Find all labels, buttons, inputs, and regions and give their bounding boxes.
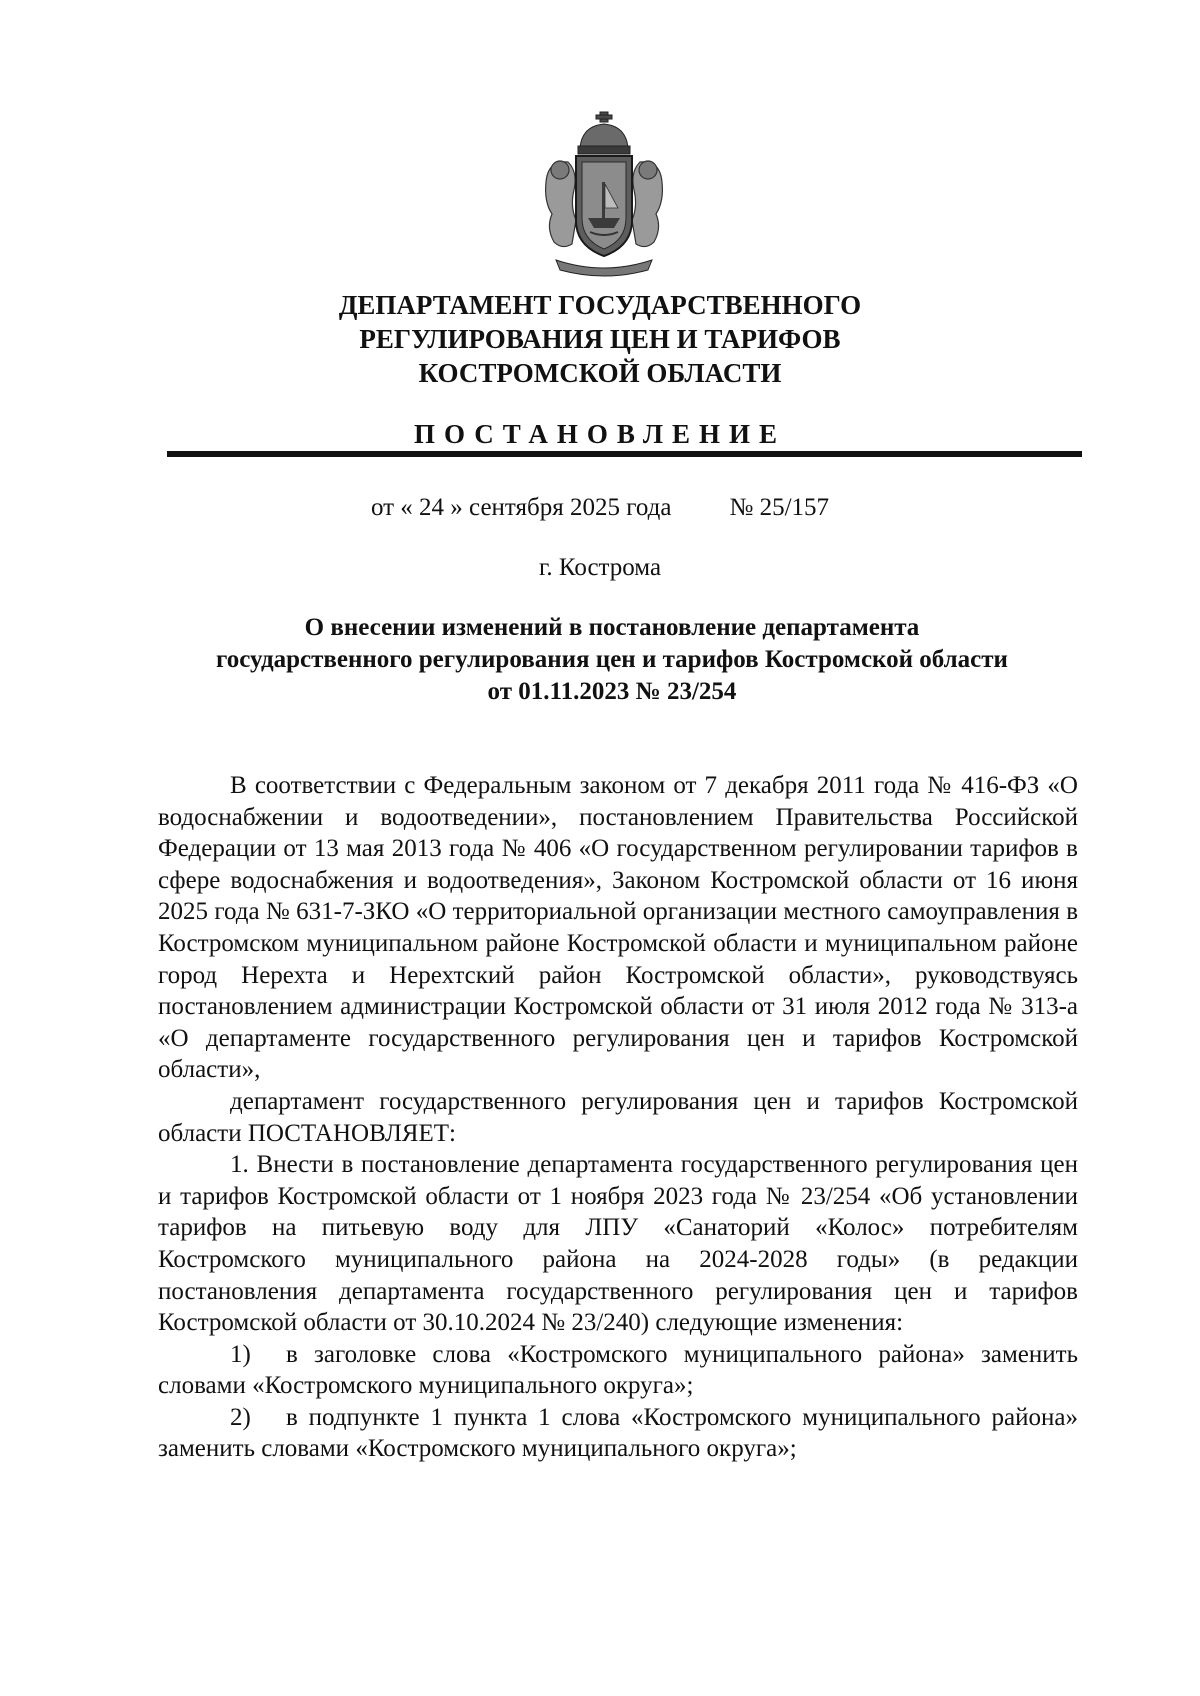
preamble-paragraph: В соответствии с Федеральным законом от 7 декабря 2011 года № 416-ФЗ «О водоснабжении и водоотведении», постановлением Правительства Российской Федерации от 13 мая 2013 года № 406 «О государственном регулировании тарифов в сфере водоснабжения и водоотведения», Законом Костромской области от 16 июня 2025 года № 631-7-ЗКО «О территориальной организации местного самоуправления в Костромском муниципальном районе Костромской области и муниципальном районе город Нерехта и Нерехтский район Костромской области», руководствуясь постановлением администрации Костромской области от 31 июля 2012 года № 313-а «О департаменте государственного регулирования цен и тарифов Костромской области», xyxy=(158,772,1078,1084)
subpoint-2-marker: 2) xyxy=(230,1403,251,1431)
subject-line-3: от 01.11.2023 № 23/254 xyxy=(487,678,737,705)
org-line-3: КОСТРОМСКОЙ ОБЛАСТИ xyxy=(418,358,782,388)
org-line-1: ДЕПАРТАМЕНТ ГОСУДАРСТВЕННОГО xyxy=(338,290,862,320)
subpoint-2-text: в подпункте 1 пункта 1 слова «Костромского муниципального района» заменить словами «Костромского муниципального округа»; xyxy=(158,1403,1078,1463)
document-city: г. Кострома xyxy=(538,554,662,581)
point-1-paragraph: 1. Внести в постановление департамента государственного регулирования цен и тарифов Костромской области от 1 ноября 2023 года № 23/254 «Об установлении тарифов на питьевую воду для ЛПУ «Санаторий «Колос» потребителям Костромского муниципального района на 2024-2028 годы» (в редакции постановления департамента государственного регулирования цен и тарифов Костромской области от 30.10.2024 № 23/240) следующие изменения: xyxy=(158,1151,1078,1337)
document-date: от « 24 » сентября 2025 года xyxy=(370,494,672,521)
coat-of-arms-icon xyxy=(538,110,670,278)
document-type: ПОСТАНОВЛЕНИЕ xyxy=(413,419,787,449)
header-divider xyxy=(167,451,1082,457)
document-subject xyxy=(150,612,1074,708)
date-number-line xyxy=(150,492,1050,524)
resolves-paragraph: департамент государственного регулирования цен и тарифов Костромской области ПОСТАНОВЛЯЕТ: xyxy=(158,1087,1078,1147)
subject-line-1: О внесении изменений в постановление департамента xyxy=(304,614,920,641)
subpoint-1-marker: 1) xyxy=(230,1340,251,1368)
organization-name xyxy=(150,288,1050,390)
subpoint-1 xyxy=(158,1339,1078,1402)
org-line-2: РЕГУЛИРОВАНИЯ ЦЕН И ТАРИФОВ xyxy=(359,324,841,354)
subpoint-2 xyxy=(158,1402,1078,1465)
subpoint-1-text: в заголовке слова «Костромского муниципального района» заменить словами «Костромского муниципального округа»; xyxy=(158,1340,1078,1400)
document-number: № 25/157 xyxy=(729,494,830,521)
subject-line-2: государственного регулирования цен и тарифов Костромской области xyxy=(216,646,1008,673)
document-body xyxy=(158,770,1078,1465)
